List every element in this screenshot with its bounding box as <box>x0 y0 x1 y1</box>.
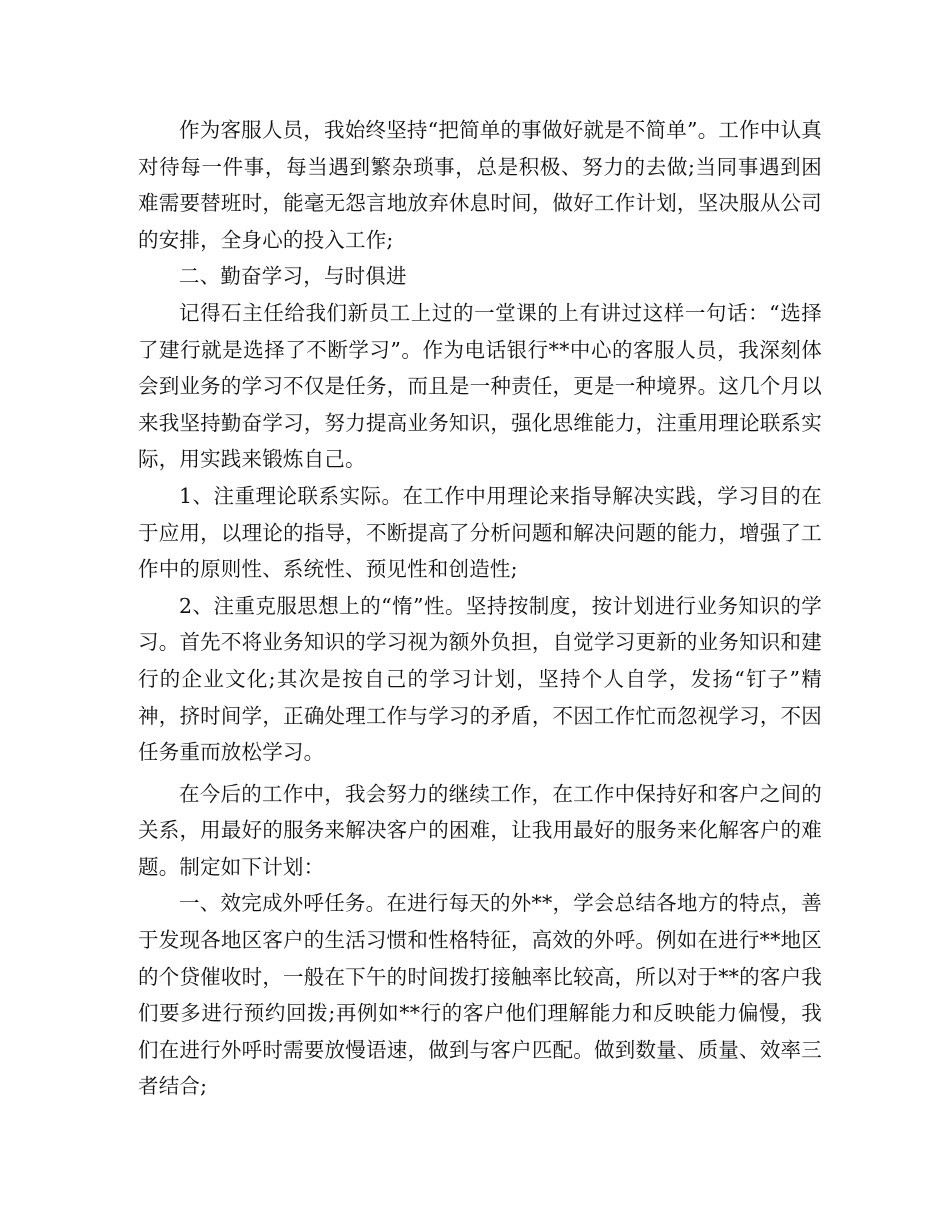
paragraph-continuous-learning: 记得石主任给我们新员工上过的一堂课的上有讲过这样一句话：“选择了建行就是选择了不断学习”。作为电话银行**中心的客服人员，我深刻体会到业务的学习不仅是任务，而且是一种责任，更是一种境界。这几个月以来我坚持勤奋学习，努力提高业务知识，强化思维能力，注重用理论联系实际，用实践来锻炼自己。 <box>138 300 822 472</box>
document-body <box>138 112 822 1105</box>
paragraph-overcome-laziness: 2、注重克服思想上的“惰”性。坚持按制度，按计划进行业务知识的学习。首先不将业务知识的学习视为额外负担，自觉学习更新的业务知识和建行的企业文化;其次是按自己的学习计划，坚持个人自学，发扬“钉子”精神，挤时间学，正确处理工作与学习的矛盾，不因工作忙而忽视学习，不因任务重而放松学习。 <box>138 593 822 765</box>
section-heading-diligent-study: 二、勤奋学习，与时俱进 <box>179 264 407 289</box>
paragraph-theory-practice: 1、注重理论联系实际。在工作中用理论来指导解决实践，学习目的在于应用，以理论的指导，不断提高了分析问题和解决问题的能力，增强了工作中的原则性、系统性、预见性和创造性; <box>138 483 822 582</box>
paragraph-outbound-call-plan: 一、效完成外呼任务。在进行每天的外**，学会总结各地方的特点，善于发现各地区客户的生活习惯和性格特征，高效的外呼。例如在进行**地区的个贷催收时，一般在下午的时间拨打接触率比较高，所以对于**的客户我们要多进行预约回拨;再例如**行的客户他们理解能力和反映能力偏慢，我们在进行外呼时需要放慢语速，做到与客户匹配。做到数量、质量、效率三者结合; <box>138 891 822 1099</box>
paragraph-future-work: 在今后的工作中，我会努力的继续工作，在工作中保持好和客户之间的关系，用最好的服务来解决客户的困难，让我用最好的服务来化解客户的难题。制定如下计划： <box>138 781 822 879</box>
paragraph-customer-service-attitude: 作为客服人员，我始终坚持“把简单的事做好就是不简单”。工作中认真对待每一件事，每当遇到繁杂琐事，总是积极、努力的去做;当同事遇到困难需要替班时，能毫无怨言地放弃休息时间，做好工作计划，坚决服从公司的安排，全身心的投入工作; <box>138 118 822 252</box>
